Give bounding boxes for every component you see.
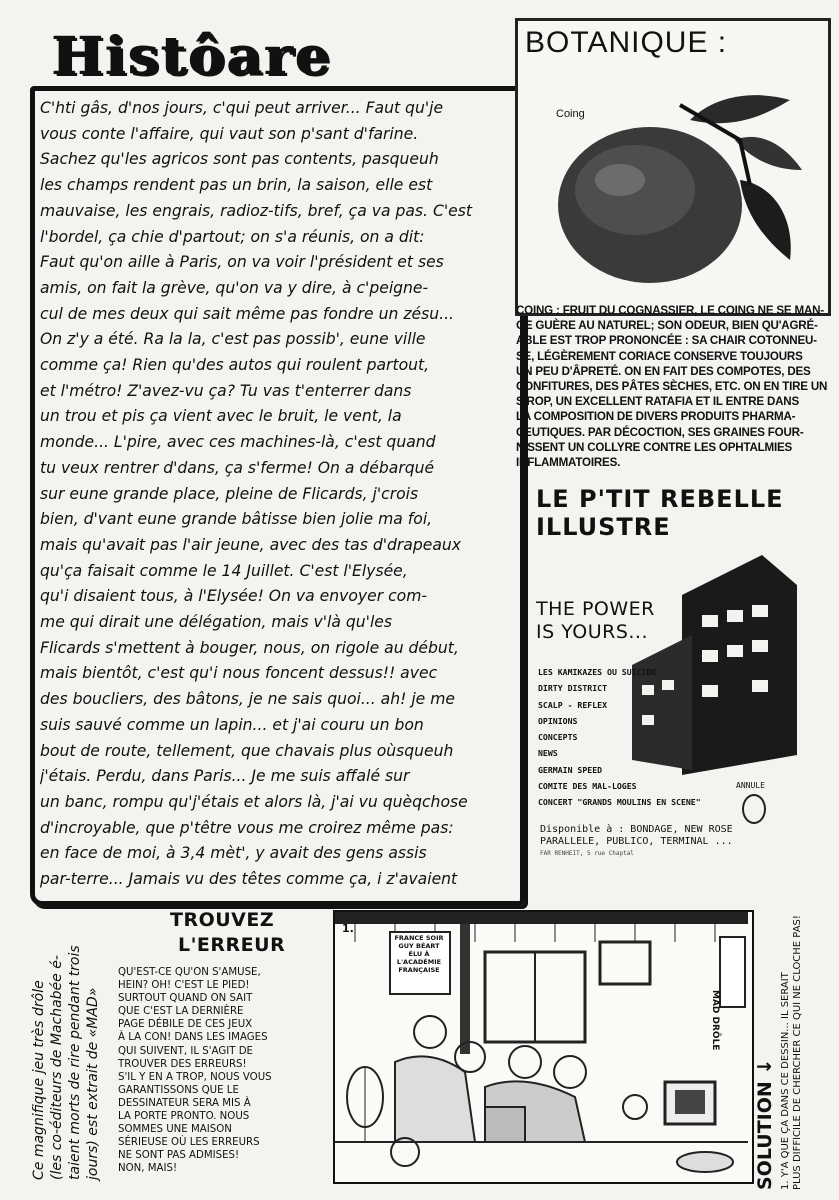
- histoire-line: monde... L'pire, avec ces machines-là, c'est quand: [40, 433, 436, 452]
- trouvez-line: PAGE DÉBILE DE CES JEUX: [118, 1019, 253, 1031]
- botanique-line: LA COMPOSITION DE DIVERS PRODUITS PHARMA-: [516, 410, 796, 424]
- band-item: LES KAMIKAZES OU SUICIDE: [538, 667, 657, 677]
- histoire-line: l'bordel, ça chie d'partout; on s'a réunis, on a dit:: [40, 227, 425, 246]
- trouvez-line: LA PORTE PRONTO. NOUS: [118, 1111, 250, 1123]
- histoire-line: les champs rendent pas un brin, la saison, elle est: [40, 176, 433, 195]
- histoire-line: bout de route, tellement, que chavais plus oùsqueuh: [40, 741, 454, 760]
- trouvez-line: TROUVER DES ERREURS!: [118, 1058, 247, 1070]
- histoire-line: d'incroyable, que p'têtre vous me croirez même pas:: [40, 818, 454, 837]
- histoire-line: mais bientôt, c'est qu'i nous foncent dessus!! avec: [40, 664, 438, 683]
- botanique-body: [516, 303, 832, 470]
- rebelle-title-line1: LE P'TIT REBELLE: [536, 485, 784, 513]
- trouvez-line: SÉRIEUSE OÙ LES ERREURS: [118, 1137, 260, 1149]
- solution-label: SOLUTION ↓: [754, 1058, 776, 1190]
- rebelle-title: [536, 485, 784, 541]
- histoire-line: par-terre... Jamais vu des têtes comme ça, i z'avaient: [40, 870, 458, 888]
- botanique-caption: Coing: [556, 108, 585, 120]
- trouvez-title-line2: L'ERREUR: [178, 934, 286, 956]
- quince-illustration: [540, 90, 825, 300]
- solution-number: 1.: [780, 1180, 791, 1190]
- histoire-line: un banc, rompu qu'j'étais et alors là, j'ai vu quèqchose: [40, 792, 468, 811]
- trouvez-line: À LA CON! DANS LES IMAGES: [118, 1032, 268, 1044]
- trouvez-line: GARANTISSONS QUE LE: [118, 1084, 239, 1096]
- band-item: NEWS: [538, 748, 558, 759]
- rebelle-title-line2: ILLUSTRE: [536, 513, 671, 541]
- trouvez-line: QUI SUIVENT, IL S'AGIT DE: [118, 1045, 253, 1057]
- histoire-line: bien, d'vant eune grande bâtisse bien jolie ma foi,: [40, 510, 433, 529]
- band-item: GERMAIN SPEED: [538, 764, 603, 775]
- histoire-line: mais qu'avait pas l'air jeune, avec des tas d'drapeaux: [40, 535, 462, 554]
- poster-line5: FRANÇAISE: [398, 966, 440, 974]
- botanique-title: BOTANIQUE :: [525, 26, 728, 59]
- solution-line1: Y'A QUE ÇA DANS CE DESSIN... IL SERAIT: [780, 972, 791, 1178]
- availability-text: [540, 824, 733, 860]
- panel-number: 1.: [342, 922, 354, 935]
- annule-label: ANNULE: [736, 781, 765, 790]
- histoire-line: me qui dirait une délégation, mais v'là qu'les: [40, 613, 393, 632]
- histoire-line: des boucliers, des bâtons, je ne sais quoi... ah! je me: [40, 690, 455, 709]
- histoire-line: et l'métro! Z'avez-vu ça? Tu vas t'enterrer dans: [40, 381, 412, 400]
- botanique-line: GE GUÈRE AU NATUREL; SON ODEUR, BIEN QU'AGRÉ-: [516, 319, 818, 333]
- histoire-line: C'hti gâs, d'nos jours, c'qui peut arriver... Faut qu'je: [40, 99, 444, 117]
- solution-text: [780, 915, 804, 1190]
- trouvez-line: NON, MAIS!: [118, 1163, 178, 1175]
- power-line1: THE POWER: [536, 598, 655, 620]
- histoire-line: cul de mes deux qui sait même pas fondre un zésu...: [40, 304, 454, 323]
- power-line2: IS YOURS...: [536, 621, 649, 643]
- power-slogan: [536, 598, 655, 644]
- histoire-line: Sachez qu'les agricos sont pas contents, pasqueuh: [40, 150, 439, 169]
- histoire-line: Flicards s'mettent à bouger, nous, on rigole au début,: [40, 638, 459, 657]
- circle-mark: [742, 794, 766, 824]
- side-note-line: Ce magnifique jeu très drôle: [31, 980, 47, 1180]
- side-note-line: jours) est extrait de «MAD»: [85, 987, 101, 1180]
- histoire-line: en face de moi, à 3,4 mèt', y avait des gens assis: [40, 844, 427, 863]
- botanique-line: SIROP, UN EXCELLENT RATAFIA ET IL ENTRE DANS: [516, 395, 799, 409]
- histoire-line: vous conte l'affaire, qui vaut son p'sant d'farine.: [40, 124, 419, 143]
- solution-line2: PLUS DIFFICILE DE CHERCHER CE QUI NE CLOCHE PAS!: [792, 915, 803, 1190]
- trouvez-line: QU'EST-CE QU'ON S'AMUSE,: [118, 967, 261, 978]
- histoire-body: [40, 96, 502, 888]
- botanique-line: NISSENT UN COLLYRE CONTRE LES OPHTALMIES: [516, 440, 793, 454]
- mad-sign: MAD DRÔLE: [710, 990, 720, 1051]
- side-note-line: taient morts de rire pendant trois: [67, 945, 83, 1180]
- poster-line4: L'ACADÉMIE: [396, 958, 442, 966]
- band-item: OPINIONS: [538, 715, 578, 726]
- histoire-line: On z'y a été. Ra la la, c'est pas possib', eune ville: [40, 330, 426, 349]
- histoire-line: comme ça! Rien qu'des autos qui roulent partout,: [40, 356, 430, 375]
- trouvez-title-line1: TROUVEZ: [170, 909, 275, 931]
- botanique-line: CEUTIQUES. PAR DÉCOCTION, SES GRAINES FOUR-: [516, 425, 804, 439]
- side-note: [30, 900, 102, 1180]
- poster-line1: FRANCE SOIR: [394, 934, 444, 942]
- dispo-line1: Disponible à : BONDAGE, NEW ROSE: [540, 824, 733, 835]
- trouvez-title: [170, 908, 285, 958]
- band-item: DIRTY DISTRICT: [538, 683, 608, 694]
- dispo-line2: PARALLELE, PUBLICO, TERMINAL ...: [540, 836, 733, 847]
- trouvez-line: QUE C'EST LA DERNIÈRE: [118, 1006, 244, 1018]
- histoire-line: j'étais. Perdu, dans Paris... Je me suis affalé sur: [40, 767, 410, 786]
- poster-line2: GUY BÉART: [398, 942, 440, 950]
- histoire-line: qu'i disaient tous, à l'Elysée! On va envoyer com-: [40, 587, 428, 606]
- solution-block: [754, 915, 804, 1190]
- botanique-line: INFLAMMATOIRES.: [516, 456, 621, 470]
- band-item: SCALP - REFLEX: [538, 699, 608, 710]
- trouvez-line: HEIN? OH! C'EST LE PIED!: [118, 980, 250, 992]
- histoire-line: qu'ça faisait comme le 14 Juillet. C'est l'Elysée,: [40, 561, 408, 580]
- trouvez-line: NE SONT PAS ADMISES!: [118, 1150, 240, 1162]
- band-list: [538, 664, 701, 811]
- side-note-line: (les co-éditeurs de Machabée é-: [49, 955, 65, 1180]
- botanique-line: ABLE EST TROP PRONONCÉE : SA CHAIR COTONNEU-: [516, 334, 817, 348]
- botanique-line: COING : FRUIT DU COGNASSIER, LE COING NE SE MAN-: [516, 304, 824, 317]
- trouvez-line: S'IL Y EN A TROP, NOUS VOUS: [118, 1071, 272, 1083]
- histoire-line: tu veux rentrer d'dans, ça s'ferme! On a débarqué: [40, 458, 435, 477]
- histoire-line: suis sauvé comme un lapin... et j'ai couru un bon: [40, 715, 424, 734]
- botanique-line: UN PEU D'ÂPRETÉ. ON EN FAIT DES COMPOTES, DES: [516, 364, 811, 378]
- histoire-line: amis, on fait la grève, qu'on va y dire, à c'peigne-: [40, 278, 429, 297]
- poster-line3: ÉLU À: [408, 950, 430, 958]
- trouvez-line: DESSINATEUR SERA MIS À: [118, 1097, 251, 1109]
- trouvez-body: [118, 966, 272, 1176]
- poster-text: [391, 934, 447, 974]
- histoire-line: mauvaise, les engrais, radioz-tifs, bref, ça va pas. C'est: [40, 201, 472, 220]
- botanique-line: CONFITURES, DES PÂTES SÈCHES, ETC. ON EN TIRE UN: [516, 380, 828, 394]
- histoire-line: Faut qu'on aille à Paris, on va voir l'président et ses: [40, 253, 444, 272]
- trouvez-line: SOMMES UNE MAISON: [118, 1124, 232, 1136]
- trouvez-line: SURTOUT QUAND ON SAIT: [118, 993, 253, 1005]
- band-item: CONCEPTS: [538, 732, 578, 743]
- botanique-line: SE, LÉGÈREMENT CORIACE CONSERVE TOUJOURS: [516, 349, 803, 363]
- band-item: CONCERT "GRANDS MOULINS EN SCENE": [538, 797, 701, 808]
- dispo-small: FAR RENHEIT, 5 rue Chaptal: [540, 850, 634, 857]
- histoire-line: un trou et pis ça vient avec le bruit, le vent, la: [40, 407, 402, 426]
- histoire-line: sur eune grande place, pleine de Flicards, j'crois: [40, 484, 419, 503]
- histoire-title: Histôare: [52, 26, 333, 87]
- band-item: COMITE DES MAL-LOGES: [538, 781, 637, 792]
